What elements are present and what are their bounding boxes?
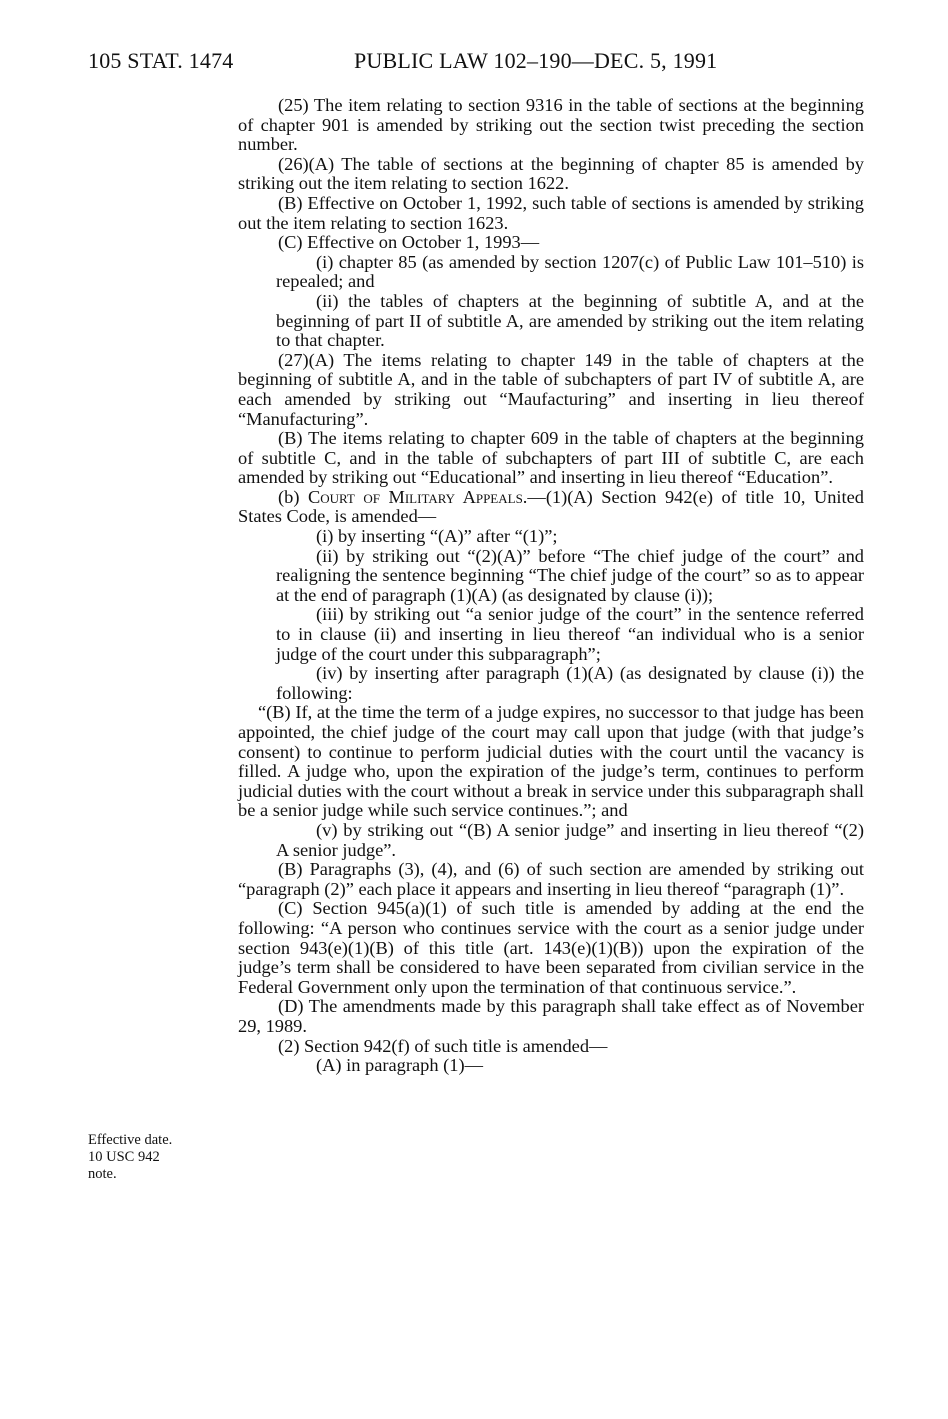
section-heading: Court of Military Appeals. — [307, 486, 528, 507]
paragraph: (25) The item relating to section 9316 in the table of sections at the beginning of chapter 901 is amended by striking out the section twist preceding the section number. — [238, 95, 864, 155]
margin-note — [88, 1132, 228, 1183]
body-text — [238, 96, 864, 1076]
paragraph: (C) Effective on October 1, 1993— — [278, 232, 540, 253]
quoted-text: “(B) If, at the time the term of a judge expires, no successor to that judge has been appointed, the chief judge of the court may call upon that judge (with that judge’s consent) to continue to perform judicial duties with the court until the vacancy is filled. A judge who, upon the expiration of the judge’s term, continues to perform judicial duties with the court without a break in service under this subparagraph shall be a senior judge while such service continues.”; and — [238, 702, 864, 821]
running-head: PUBLIC LAW 102–190—DEC. 5, 1991 — [354, 48, 718, 73]
paragraph: (B) Paragraphs (3), (4), and (6) of such section are amended by striking out “paragraph (2)” each place it appears and inserting in lieu thereof “paragraph (1)”. — [238, 859, 864, 899]
margin-note-line: note. — [88, 1166, 117, 1182]
clause: (ii) by striking out “(2)(A)” before “The chief judge of the court” and realigning the sentence beginning “The chief judge of the court” so as to appear at the end of paragraph (1)(A) (as designated by clause (i)); — [276, 545, 864, 605]
paragraph-text: —(1)(A) Section 942(e) of title 10, United States Code, is amended— — [238, 486, 864, 527]
paragraph: (26)(A) The table of sections at the beginning of chapter 85 is amended by striking out the item relating to section 1622. — [238, 153, 864, 194]
clause: (A) in paragraph (1)— — [316, 1055, 483, 1076]
clause: (i) chapter 85 (as amended by section 1207(c) of Public Law 101–510) is repealed; and — [276, 251, 864, 292]
paragraph: (B) Effective on October 1, 1992, such table of sections is amended by striking out the item relating to section 1623. — [238, 192, 864, 233]
clause: (i) by inserting “(A)” after “(1)”; — [316, 526, 558, 547]
margin-note-line: 10 USC 942 — [88, 1149, 160, 1165]
page-citation: 105 STAT. 1474 — [88, 48, 234, 73]
paragraph: (B) The items relating to chapter 609 in the table of chapters at the beginning of subtitle C, and in the table of subchapters of part III of subtitle C, are each amended by striking out “Educational” and inserting in lieu thereof “Education”. — [238, 428, 864, 488]
paragraph: (27)(A) The items relating to chapter 149 in the table of chapters at the beginning of subtitle A, and in the table of subchapters of part IV of subtitle A, are each amended by striking out “Maufacturing” and inserting in lieu thereof “Manufacturing”. — [238, 349, 864, 429]
paragraph: (C) Section 945(a)(1) of such title is amended by adding at the end the following: “A person who continues service with the court as a senior judge under section 943(e)(1)(B) of this title (art. 143(e)(1)(B)) upon the expiration of the judge’s term shall be considered to have been separated from civilian service in the Federal Government only upon the termination of that continuous service.”. — [238, 898, 864, 997]
subsection-label: (b) — [278, 486, 308, 507]
clause: (ii) the tables of chapters at the beginning of subtitle A, and at the beginning of part II of subtitle A, are amended by striking out the item relating to that chapter. — [276, 290, 864, 351]
paragraph: (D) The amendments made by this paragraph shall take effect as of November 29, 1989. — [238, 996, 864, 1036]
paragraph: (2) Section 942(f) of such title is amended— — [278, 1035, 608, 1056]
clause: (v) by striking out “(B) A senior judge” and inserting in lieu thereof “(2) A senior judge”. — [276, 819, 864, 860]
clause: (iv) by inserting after paragraph (1)(A) (as designated by clause (i)) the following: — [276, 663, 864, 703]
clause: (iii) by striking out “a senior judge of the court” in the sentence referred to in clause (ii) and inserting in lieu thereof “an individual who is a senior judge of the court under this subparagraph”; — [276, 604, 864, 664]
margin-note-line: Effective date. — [88, 1132, 173, 1148]
paragraph — [238, 488, 864, 527]
